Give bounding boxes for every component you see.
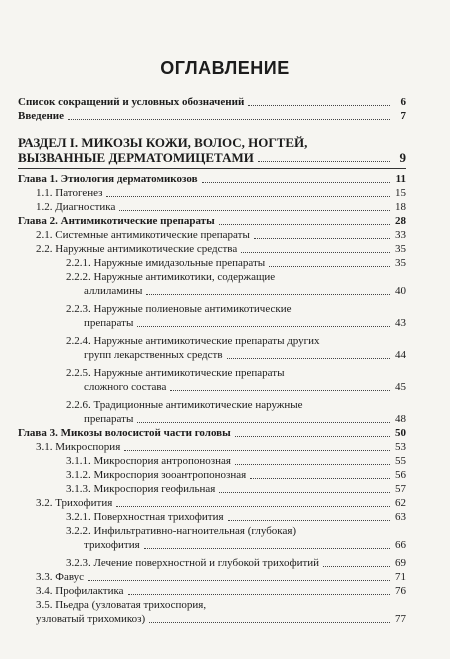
page-number: 77 [395,613,406,625]
toc-entry-3-2-2[interactable] [18,524,406,552]
entry-line-2: трихофития [84,539,140,551]
toc-entry-3-1-3[interactable]: 3.1.3. Микроспория геофильная 57 [66,483,406,495]
page-number: 48 [395,413,406,425]
dot-leader [146,294,390,295]
entry-line-2: аллиламины [84,285,143,297]
toc-entry-3-2-3[interactable]: 3.2.3. Лечение поверхностной и глубокой трихофитий 69 [66,557,406,569]
toc-entry-2-2-6[interactable] [18,398,406,426]
dot-leader [124,450,390,451]
toc-entry-3-5[interactable] [18,598,406,626]
toc-entry-3-2-1[interactable]: 3.2.1. Поверхностная трихофития 63 [66,511,406,523]
page-number: 63 [395,511,406,523]
dot-leader [137,422,390,423]
dot-leader [228,520,390,521]
dot-leader [170,390,390,391]
page-number: 43 [395,317,406,329]
dot-leader [235,436,390,437]
page-number: 9 [399,150,406,165]
page-number: 28 [395,215,406,227]
dot-leader [119,210,390,211]
entry-line-2: групп лекарственных средств [84,349,223,361]
entry-line-2: препараты [84,413,134,425]
dot-leader [68,119,390,120]
entry-line-2: сложного состава [84,381,167,393]
toc-entry-3-3[interactable]: 3.3. Фавус 71 [36,571,406,583]
entry-line-1: 2.2.5. Наружные антимикотические препараты [66,367,285,379]
toc-entry-2-2-1[interactable]: 2.2.1. Наружные имидазольные препараты 35 [66,257,406,269]
entry-line-1: 2.2.2. Наружные антимикотики, содержащие [66,271,276,283]
dot-leader [202,182,390,183]
section-divider [18,168,406,169]
page-number: 62 [395,497,406,509]
page-number: 44 [395,349,406,361]
dot-leader [254,238,390,239]
page-number: 33 [395,229,406,241]
page-number: 57 [395,483,406,495]
dot-leader [116,506,390,507]
toc-chapter-2[interactable]: Глава 2. Антимикотические препараты 28 [18,215,406,227]
page-number: 18 [395,201,406,213]
dot-leader [227,358,390,359]
entry-line-1: 2.2.4. Наружные антимикотические препараты других [66,335,320,347]
dot-leader [258,161,390,162]
toc-entry-2-1[interactable]: 2.1. Системные антимикотические препараты 33 [36,229,406,241]
dot-leader [241,252,390,253]
dot-leader [106,196,390,197]
toc-entry-3-2[interactable]: 3.2. Трихофития 62 [36,497,406,509]
entry-line-1: 3.5. Пьедра (узловатая трихоспория, [36,599,207,611]
toc-entry-2-2-4[interactable] [18,334,406,362]
dot-leader [248,105,390,106]
entry-line-1: 2.2.6. Традиционные антимикотические наружные [66,399,303,411]
page-number: 7 [400,110,406,122]
dot-leader [219,492,390,493]
entry-line-1: 2.2.3. Наружные полиеновые антимикотические [66,303,292,315]
table-of-contents [18,95,406,626]
page-number: 71 [395,571,406,583]
page-number: 40 [395,285,406,297]
toc-entry-3-1-1[interactable]: 3.1.1. Микроспория антропонозная 55 [66,455,406,467]
toc-chapter-1[interactable]: Глава 1. Этиология дерматомикозов 11 [18,173,406,185]
page-number: 35 [395,243,406,255]
dot-leader [144,548,390,549]
dot-leader [137,326,390,327]
toc-entry-3-4[interactable]: 3.4. Профилактика 76 [36,585,406,597]
page-number: 55 [395,455,406,467]
page-number: 76 [395,585,406,597]
toc-entry-2-2[interactable]: 2.2. Наружные антимикотические средства 35 [36,243,406,255]
toc-entry-2-2-3[interactable] [18,302,406,330]
section-title-line-1: РАЗДЕЛ I. МИКОЗЫ КОЖИ, ВОЛОС, НОГТЕЙ, [18,135,308,150]
toc-section-1[interactable] [18,135,406,165]
page-number: 45 [395,381,406,393]
toc-entry-abbreviations[interactable]: Список сокращений и условных обозначений 6 [18,96,406,108]
page-number: 15 [395,187,406,199]
page-number: 69 [395,557,406,569]
page-number: 53 [395,441,406,453]
toc-chapter-3[interactable]: Глава 3. Микозы волосистой части головы 50 [18,427,406,439]
page-number: 56 [395,469,406,481]
page-number: 35 [395,257,406,269]
entry-line-1: 3.2.2. Инфильтративно-нагноительная (глубокая) [66,525,297,537]
entry-line-2: препараты [84,317,134,329]
page-title: ОГЛАВЛЕНИЕ [160,58,290,78]
dot-leader [88,580,390,581]
dot-leader [323,566,390,567]
dot-leader [235,464,390,465]
entry-line-2: узловатый трихомикоз) [36,613,146,625]
toc-entry-3-1-2[interactable]: 3.1.2. Микроспория зооантропонозная 56 [66,469,406,481]
section-title-line-2: ВЫЗВАННЫЕ ДЕРМАТОМИЦЕТАМИ [18,150,254,165]
toc-entry-1-2[interactable]: 1.2. Диагностика 18 [36,201,406,213]
toc-entry-introduction[interactable]: Введение 7 [18,110,406,122]
toc-entry-2-2-5[interactable] [18,366,406,394]
page-number: 66 [395,539,406,551]
toc-entry-1-1[interactable]: 1.1. Патогенез 15 [36,187,406,199]
dot-leader [269,266,390,267]
page-number: 11 [395,173,406,185]
toc-entry-2-2-2[interactable] [18,270,406,298]
dot-leader [219,224,390,225]
dot-leader [250,478,390,479]
dot-leader [128,594,390,595]
page-number: 6 [400,96,406,108]
page-number: 50 [395,427,406,439]
dot-leader [149,622,390,623]
toc-entry-3-1[interactable]: 3.1. Микроспория 53 [36,441,406,453]
